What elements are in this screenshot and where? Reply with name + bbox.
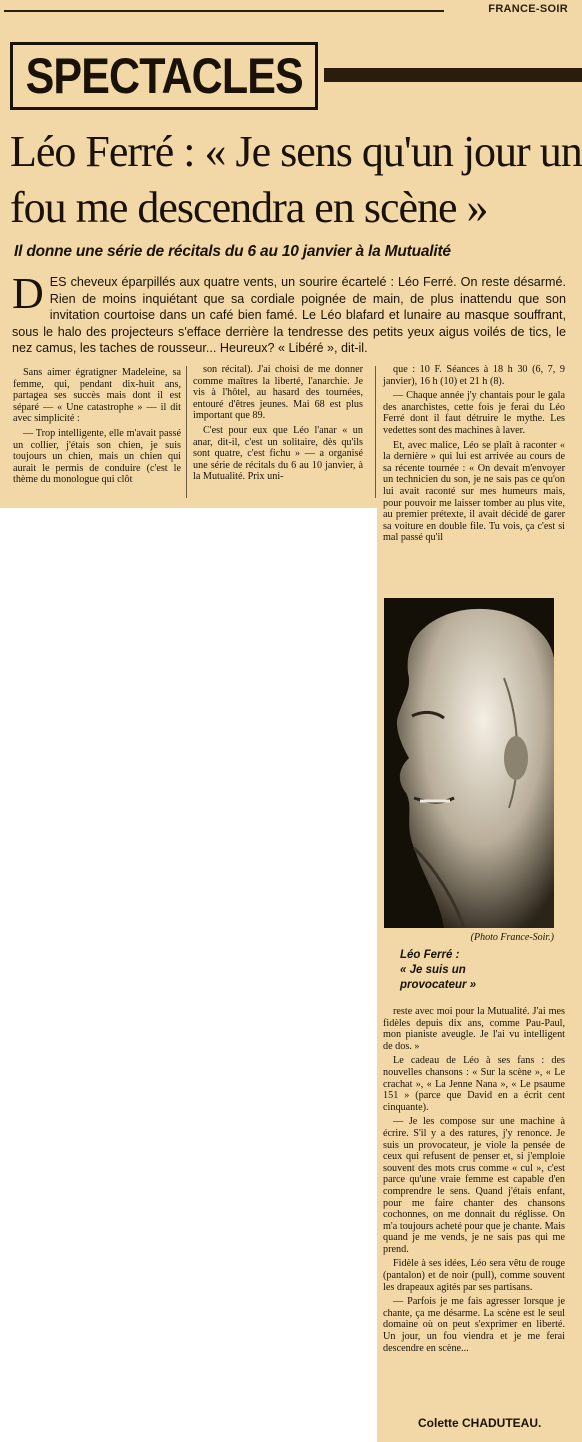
newsprint-clipping-edge [0, 498, 377, 508]
paragraph: — Trop intelligente, elle m'avait passé un collier, j'étais son chien, je suis toujours un chien, mais un chien qui aurait le permis de conduire (c'est le thème du monologue qui clôt [13, 427, 181, 486]
drop-cap: D [12, 269, 44, 318]
paragraph: reste avec moi pour la Mutualité. J'ai mes fidèles depuis dix ans, comme Pau-Paul, mon pianiste aveugle. Je l'ai vu intelligent de dos. » [383, 1006, 565, 1052]
caption-line: provocateur » [400, 979, 477, 991]
article-column-1 [13, 367, 181, 489]
paragraph: — Chaque année j'y chantais pour le gala des anarchistes, cette fois je ferai du Léo Ferré dont il faut détruire le mythe. Les vedettes sont des machines à laver. [383, 390, 565, 436]
column-rule [186, 366, 187, 498]
article-column-4 [383, 1006, 565, 1357]
article-column-2 [193, 364, 363, 486]
paragraph: Et, avec malice, Léo se plaît à raconter « la dernière » qui lui est arrivée au cours de sa récente tournée : « On devait m'envoyer un technicien du son, je ne sais pas ce qu'on lui avait raconté sur mes humeurs mais, pour pouvoir me laisser tomber au plus vite, au premier prétexte, il avait décidé de garer sa voiture en double file. Tu vois, ça c'est si mal passé qu'il [383, 439, 565, 544]
rubric-bar [324, 68, 582, 82]
paragraph: Le cadeau de Léo à ses fans : des nouvelles chansons : « Sur la scène », « Le crachat », « La Jenne Nana », « Le psaume 151 » (parce que David en a écrit cent cinquante). [383, 1055, 565, 1113]
headline: Léo Ferré : « Je sens qu'un jour un fou me descendra en scène » [10, 127, 582, 232]
portrait-illustration [384, 598, 554, 928]
paragraph: — Je les compose sur une machine à écrire. S'il y a des ratures, j'y renonce. Je suis un provocateur, je viole la pensée de ceux qui refusent de penser et, si j'emploie souvent des mots crus comme « cul », c'est parce qu'une vraie femme est capable d'en comprendre le sens. Quand j'étais enfant, pour me faire chanter des chansons cochonnes, on me donnait du réglisse. On m'a toujours acheté pour que je chante. Mais quand je me vends, je ne sais pas qui me prend. [383, 1116, 565, 1255]
paragraph: son récital). J'ai choisi de me donner comme maîtres la liberté, l'anarchie. Je vis à l'hôtel, au hasard des tournées, entouré d'êtres jeunes. Mai 68 est plus important que 89. [193, 364, 363, 422]
caption-line: Léo Ferré : [400, 949, 460, 961]
article-column-3 [383, 364, 565, 547]
masthead: FRANCE-SOIR [488, 3, 568, 15]
paragraph: Fidèle à ses idées, Léo sera vêtu de rouge (pantalon) et de noir (pull), comme souvent les drapeaux agités par ses partisans. [383, 1258, 565, 1293]
column-rule [375, 366, 376, 498]
byline: Colette CHADUTEAU. [418, 1416, 542, 1430]
photo-credit: (Photo France-Soir.) [470, 932, 554, 943]
caption-line: « Je suis un [400, 964, 466, 976]
paragraph: que : 10 F. Séances à 18 h 30 (6, 7, 9 janvier), 16 h (10) et 21 h (8). [383, 364, 565, 387]
paragraph: Sans aimer égratigner Madeleine, sa femme, qui, pendant dix-huit ans, partagea ses succès mais dont il est séparé — « Une catastrophe » — il dit avec simplicité : [13, 367, 181, 425]
lede-paragraph [12, 269, 566, 357]
paragraph: — Parfois je me fais agresser lorsque je chante, ça me désarme. La scène est le seul domaine où on peut s'exprimer en liberté. Un jour, un fou viendra et je me ferai descendre en scène... [383, 1296, 565, 1354]
section-rubric-label: SPECTACLES [25, 48, 303, 104]
masthead-rule [4, 10, 444, 12]
photo-caption [400, 948, 560, 993]
deck: Il donne une série de récitals du 6 au 10 janvier à la Mutualité [14, 243, 451, 260]
portrait-photo [384, 598, 554, 928]
lede-text: ES cheveux éparpillés aux quatre vents, un sourire écartelé : Léo Ferré. On reste désarmé. Rien de moins inquiétant que sa cordiale poignée de main, de plus inattendu que son invitation courtoise dans un café bien famé. Le Léo blafard et lunaire au masque souffrant, sous le halo des projecteurs s'efface derrière la tendresse des petits yeux aigus voilés de tics, le nez camus, les taches de rousseur... Heureux? « Libéré », dit-il. [12, 275, 566, 355]
section-rubric [10, 42, 318, 110]
paragraph: C'est pour eux que Léo l'anar « un anar, dit-il, c'est un solitaire, dès qu'ils sont quatre, c'est fichu » — a organisé une série de récitals du 6 au 10 janvier, à la Mutualité. Prix uni- [193, 424, 363, 483]
